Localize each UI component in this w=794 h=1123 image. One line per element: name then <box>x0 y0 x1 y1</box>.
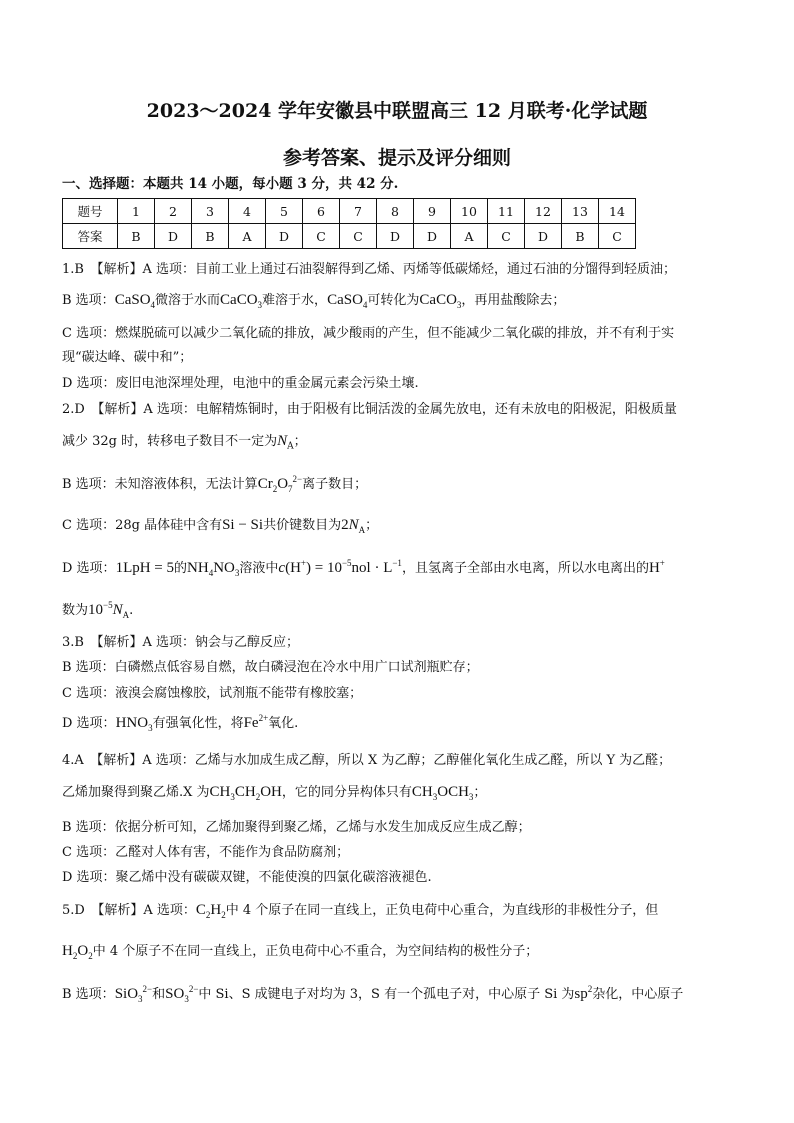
table-cell: D <box>377 224 414 249</box>
table-cell: C <box>303 224 340 249</box>
table-cell: C <box>599 224 636 249</box>
table-cell: 13 <box>562 199 599 224</box>
q2-line-d2: 数为$10^{-5}N_A$. <box>62 600 134 620</box>
table-cell: 11 <box>488 199 525 224</box>
table-cell: D <box>414 224 451 249</box>
q3-line-c: C 选项：液溴会腐蚀橡胶，试剂瓶不能带有橡胶塞； <box>62 686 363 701</box>
table-cell: D <box>525 224 562 249</box>
q3-line-a: 3.B 【解析】A 选项：钠会与乙醇反应； <box>62 635 299 650</box>
q4-line-c: C 选项：乙醛对人体有害，不能作为食品防腐剂； <box>62 845 350 860</box>
q4-line-a: 4.A 【解析】A 选项：乙烯与水加成生成乙醇，所以 X 为乙醇；乙醇催化氧化生成乙醛，所以 Y 为乙醛； <box>62 753 672 768</box>
q4-line-a2: 乙烯加聚得到聚乙烯.X 为$CH_3CH_2OH$，它的同分异构体只有$CH_3OCH_3$； <box>62 784 487 802</box>
page-title: 2023～2024 学年安徽县中联盟高三 12 月联考·化学试题 <box>146 100 648 122</box>
table-cell: B <box>118 224 155 249</box>
table-cell: D <box>266 224 303 249</box>
table-cell: D <box>155 224 192 249</box>
table-cell: C <box>488 224 525 249</box>
table-row-answers <box>63 224 636 249</box>
q1-line-d: D 选项：废旧电池深埋处理，电池中的重金属元素会污染土壤. <box>62 376 419 391</box>
q1-line-b: B 选项：CaSO$_4$微溶于水而CaCO$_3$难溶于水，CaSO$_4$可转化为CaCO$_3$，再用盐酸除去； <box>62 292 566 310</box>
q2-line-c: C 选项：28g 晶体硅中含有Si − Si共价键数目为$2N_A$； <box>62 517 379 535</box>
table-cell: B <box>562 224 599 249</box>
table-cell: 12 <box>525 199 562 224</box>
table-cell: 1 <box>118 199 155 224</box>
answer-table <box>62 198 636 249</box>
table-header-cell: 答案 <box>63 224 118 249</box>
table-cell: A <box>229 224 266 249</box>
q1-line-a: 1.B 【解析】A 选项：目前工业上通过石油裂解得到乙烯、丙烯等低碳烯烃，通过石油的分馏得到轻质油； <box>62 262 676 277</box>
q4-line-d: D 选项：聚乙烯中没有碳碳双键，不能使溴的四氯化碳溶液褪色. <box>62 870 432 885</box>
q2-line-a: 2.D 【解析】A 选项：电解精炼铜时，由于阳极有比铜活泼的金属先放电，还有未放电的阳极泥，阳极质量 <box>62 402 677 417</box>
table-cell: C <box>340 224 377 249</box>
table-cell: 10 <box>451 199 488 224</box>
table-cell: 7 <box>340 199 377 224</box>
q3-line-b: B 选项：白磷燃点低容易自燃，故白磷浸泡在冷水中用广口试剂瓶贮存； <box>62 660 479 675</box>
q2-line-b: B 选项：未知溶液体积，无法计算$Cr_2O_7^{2-}$离子数目； <box>62 474 368 494</box>
q4-line-b: B 选项：依据分析可知，乙烯加聚得到聚乙烯，乙烯与水发生加成反应生成乙醇； <box>62 820 531 835</box>
q5-line-a2: $H_2O_2$中 4 个原子不在同一直线上，正负电荷中心不重合，为空间结构的极性分子； <box>62 943 539 961</box>
section-heading: 一、选择题：本题共 14 小题，每小题 3 分，共 42 分. <box>62 176 399 192</box>
table-row-numbers <box>63 199 636 224</box>
table-cell: 9 <box>414 199 451 224</box>
q2-line-a2: 减少 32g 时，转移电子数目不一定为$N_A$； <box>62 433 307 452</box>
table-cell: 2 <box>155 199 192 224</box>
table-cell: A <box>451 224 488 249</box>
page-subtitle: 参考答案、提示及评分细则 <box>282 147 511 169</box>
q3-line-d: D 选项：$HNO_3$有强氧化性，将$Fe^{2+}$氧化. <box>62 713 299 733</box>
q5-line-b: B 选项：SiO$_3^{2-}$和$SO_3^{2-}$中 Si、S 成键电子对均为 3，S 有一个孤电子对，中心原子 Si 为$sp^2$杂化，中心原子 <box>62 984 684 1004</box>
table-cell: 4 <box>229 199 266 224</box>
table-cell: 6 <box>303 199 340 224</box>
table-cell: 5 <box>266 199 303 224</box>
q2-line-d: D 选项：1LpH = 5的$NH_4NO_3$溶液中$c(H^+) = 10^{-5}nol \cdot L^{-1}$，且氢离子全部由水电离，所以水电离出的H+ <box>62 558 665 578</box>
table-cell: 3 <box>192 199 229 224</box>
q1-line-c2: 现“碳达峰、碳中和”； <box>62 350 193 365</box>
q5-line-a: 5.D 【解析】A 选项：$C_2H_2$中 4 个原子在同一直线上，正负电荷中心重合，为直线形的非极性分子，但 <box>62 902 659 920</box>
table-cell: B <box>192 224 229 249</box>
table-cell: 8 <box>377 199 414 224</box>
table-header-cell: 题号 <box>63 199 118 224</box>
q1-line-c1: C 选项：燃煤脱硫可以减少二氧化硫的排放，减少酸雨的产生，但不能减少二氧化碳的排放，并不有利于实 <box>62 326 675 341</box>
table-cell: 14 <box>599 199 636 224</box>
